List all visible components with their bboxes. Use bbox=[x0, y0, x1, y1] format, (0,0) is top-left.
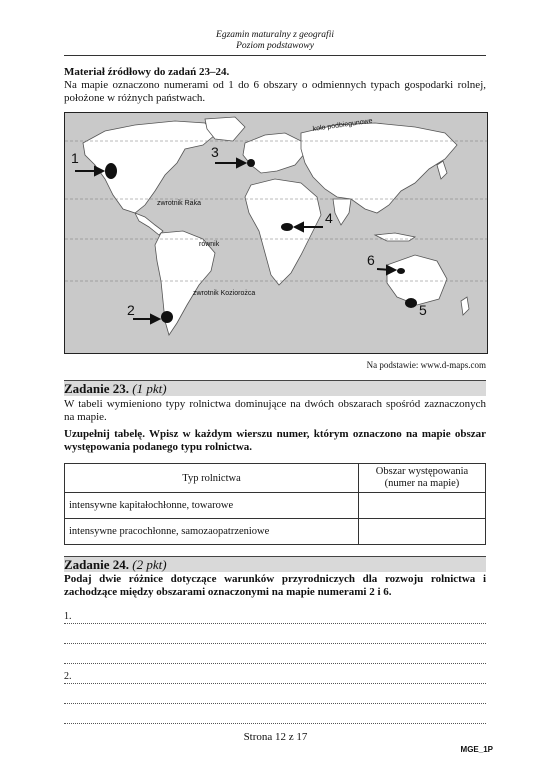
header-obszar-line1: Obszar występowania bbox=[375, 466, 469, 477]
tropic-capricorn-label: zwrotnik Koziorożca bbox=[193, 290, 256, 297]
task-23-header bbox=[64, 380, 486, 396]
exam-code: MGE_1P bbox=[460, 745, 493, 754]
marker-6: 6 bbox=[367, 252, 375, 268]
source-description: Na mapie oznaczono numerami od 1 do 6 obszary o odmiennych typach gospodarki rolnej, położone w różnych państwach. bbox=[64, 79, 486, 104]
tropic-cancer-label: zwrotnik Raka bbox=[157, 200, 201, 207]
world-map bbox=[64, 112, 488, 354]
marker-3: 3 bbox=[211, 144, 219, 160]
area-1 bbox=[105, 163, 117, 179]
marker-1: 1 bbox=[71, 150, 79, 166]
row-2-type: intensywne pracochłonne, samozaopatrzeniowe bbox=[65, 519, 359, 545]
task-24-header bbox=[64, 556, 486, 572]
header-obszar-line2: (numer na mapie) bbox=[384, 478, 460, 489]
row-1-answer-field[interactable] bbox=[359, 493, 486, 519]
answer-line[interactable] bbox=[64, 631, 486, 644]
answer-line[interactable] bbox=[64, 691, 486, 704]
task-23-points: (1 pkt) bbox=[132, 381, 167, 396]
exam-title: Egzamin maturalny z geografii bbox=[216, 30, 334, 40]
arctic-circle-label: koło podbiegunowe bbox=[312, 117, 374, 133]
task-24-points: (2 pkt) bbox=[132, 557, 167, 572]
area-2 bbox=[161, 311, 173, 323]
task-23-instruction: Uzupełnij tabelę. Wpisz w każdym wierszu numer, którym oznaczono na mapie obszar występowania podanego typu rolnictwa. bbox=[64, 428, 486, 453]
header-obszar bbox=[359, 464, 486, 493]
task-23-number: Zadanie 23. bbox=[64, 381, 130, 396]
task-23-intro: W tabeli wymieniono typy rolnictwa dominujące na dwóch obszarach spośród zaznaczonych na mapie. bbox=[64, 398, 486, 423]
source-title: Materiał źródłowy do zadań 23–24. bbox=[64, 66, 230, 78]
row-2-answer-field[interactable] bbox=[359, 519, 486, 545]
table-header-row bbox=[65, 464, 486, 493]
table-row bbox=[65, 519, 486, 545]
answer-2-line[interactable] bbox=[64, 671, 486, 684]
area-5 bbox=[405, 298, 417, 308]
marker-2: 2 bbox=[127, 302, 135, 318]
page-header bbox=[64, 30, 486, 56]
answer-1-label: 1. bbox=[64, 611, 72, 622]
area-6 bbox=[397, 268, 405, 274]
answer-line[interactable] bbox=[64, 711, 486, 724]
world-map-svg bbox=[65, 113, 487, 353]
task-24-instruction: Podaj dwie różnice dotyczące warunków przyrodniczych dla rozwoju rolnictwa i zachodzące między obszarami oznaczonymi na mapie numerami 2 i 6. bbox=[64, 573, 486, 598]
answer-2-label: 2. bbox=[64, 671, 72, 682]
marker-5: 5 bbox=[419, 302, 427, 318]
task-23-table bbox=[64, 463, 486, 545]
task-24-number: Zadanie 24. bbox=[64, 557, 130, 572]
answer-line[interactable] bbox=[64, 651, 486, 664]
answer-1-line[interactable] bbox=[64, 611, 486, 624]
header-typ-rolnictwa: Typ rolnictwa bbox=[65, 464, 359, 493]
area-4 bbox=[281, 223, 293, 231]
equator-label: równik bbox=[199, 241, 220, 248]
map-credit: Na podstawie: www.d-maps.com bbox=[366, 360, 486, 370]
area-3 bbox=[247, 159, 255, 167]
page-number: Strona 12 z 17 bbox=[243, 731, 308, 743]
exam-level: Poziom podstawowy bbox=[236, 41, 314, 51]
table-row bbox=[65, 493, 486, 519]
marker-4: 4 bbox=[325, 210, 333, 226]
row-1-type: intensywne kapitałochłonne, towarowe bbox=[65, 493, 359, 519]
